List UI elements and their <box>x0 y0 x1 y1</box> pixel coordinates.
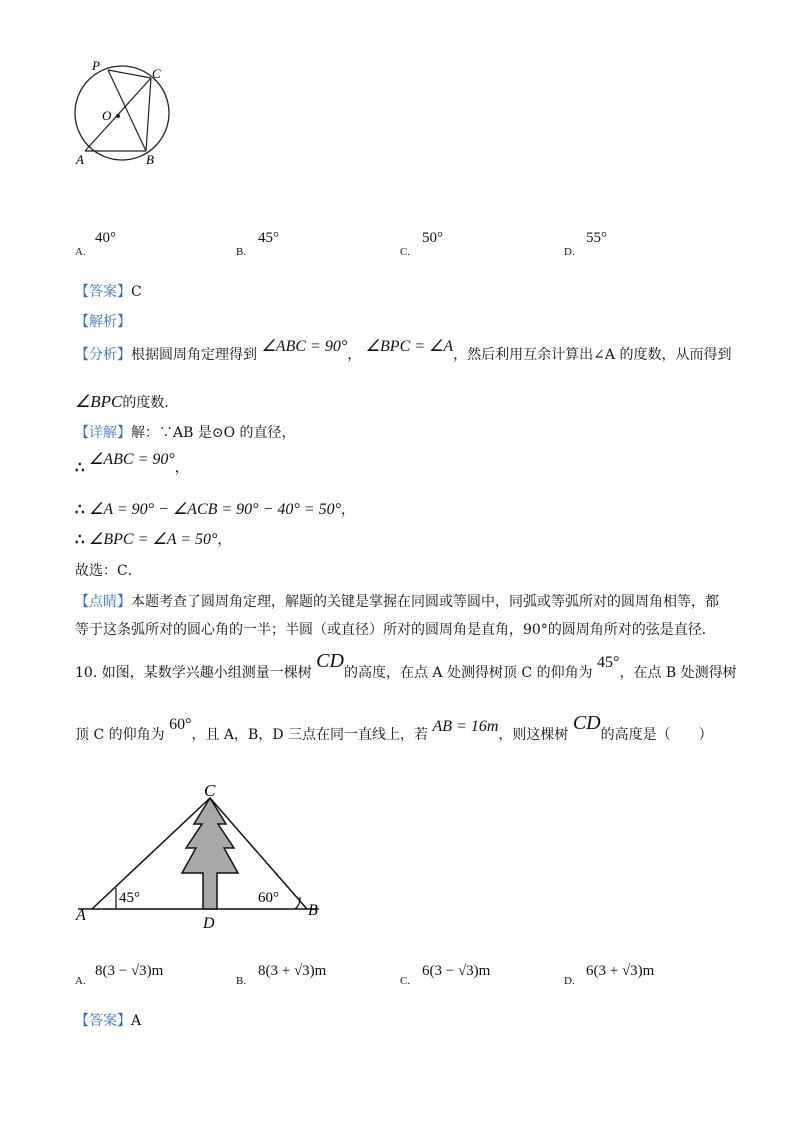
therefore-symbol: ∴ <box>75 500 85 518</box>
q10-stem2-b: ，且 A，B，D 三点在同一直线上，若 <box>191 727 429 743</box>
comment-line2 <box>75 621 716 639</box>
q10-stem1-a: 10. 如图，某数学兴趣小组测量一棵树 <box>75 665 312 681</box>
q9-answer-line <box>75 283 142 301</box>
fenxi-line2 <box>75 393 178 412</box>
label-P: P <box>92 58 100 73</box>
answer-value: C <box>131 284 142 300</box>
step2-tail: ， <box>340 502 355 518</box>
label-B: B <box>146 152 154 167</box>
step3-math: ∠BPC = ∠A = 50° <box>89 531 218 548</box>
q10-stem2-deg: 60° <box>169 716 192 733</box>
q10-stem2-a: 顶 C 的仰角为 <box>75 727 165 743</box>
q10-option-b-letter: B. <box>236 975 247 987</box>
fenxi-text3: 的度数． <box>122 395 179 411</box>
q10-stem1-cd: CD <box>316 650 344 672</box>
q10-stem1-c: ，在点 B 处测得树 <box>619 665 737 681</box>
q9-option-a-letter: A. <box>75 246 86 258</box>
q10-answer-line <box>75 1012 141 1030</box>
step3-tail: ， <box>217 532 232 548</box>
q9-option-d-value: 55° <box>586 230 607 246</box>
label-O: O <box>102 108 112 123</box>
detail-text: 解：∵AB 是⊙O 的直径， <box>131 425 296 441</box>
tree-label-D: D <box>203 915 215 932</box>
q10-stem-line2 <box>75 712 713 744</box>
q9-option-a-value: 40° <box>95 230 116 246</box>
answer-value: A <box>131 1013 142 1029</box>
analysis-tag: 【解析】 <box>75 314 131 330</box>
fenxi-math2: ∠BPC = ∠A <box>365 338 454 355</box>
q9-option-b-letter: B. <box>236 246 247 258</box>
tree-label-C: C <box>204 781 216 800</box>
q10-stem1-deg: 45° <box>597 654 620 671</box>
label-C: C <box>152 66 161 81</box>
tree-label-B: B <box>308 902 318 919</box>
answer-tag: 【答案】 <box>75 284 131 300</box>
q9-option-d-letter: D. <box>564 246 575 258</box>
step2-line <box>75 500 355 519</box>
fenxi-comma: ， <box>347 347 362 363</box>
q10-stem-line1 <box>75 650 737 682</box>
circle-figure <box>68 58 178 168</box>
step2-math: ∠A = 90° − ∠ACB = 90° − 40° = 50° <box>89 501 341 518</box>
comment-text2: 等于这条弧所对的圆心角的一半；半圆（或直径）所对的圆周角是直角，90°的圆周角所对的弦是直径． <box>75 622 716 638</box>
choose-line <box>75 562 142 580</box>
comment-line1 <box>75 593 719 611</box>
comment-text1: 本题考查了圆周角定理，解题的关键是掌握在同圆或等圆中，同弧或等弧所对的圆周角相等，都 <box>131 594 719 610</box>
q10-stem1-b: 的高度，在点 A 处测得树顶 C 的仰角为 <box>343 665 593 681</box>
tree-label-A: A <box>76 907 86 924</box>
fenxi-math3: ∠BPC <box>75 392 123 411</box>
q9-option-b-value: 45° <box>258 230 279 246</box>
q9-analysis-line <box>75 313 131 331</box>
fenxi-text1: 根据圆周角定理得到 <box>131 347 257 363</box>
q10-option-c-value: 6(3 − √3)m <box>422 963 491 979</box>
fenxi-tag: 【分析】 <box>75 347 131 363</box>
q10-stem2-cd: CD <box>572 712 601 734</box>
q10-stem2-d: 的高度是（ ） <box>600 727 713 743</box>
detail-tag: 【详解】 <box>75 425 131 441</box>
tree-figure <box>72 778 332 943</box>
q10-option-c-letter: C. <box>400 975 411 987</box>
step1-tail: ， <box>174 460 189 476</box>
q10-stem2-ab: AB = 16m <box>432 718 499 735</box>
detail-line <box>75 424 296 442</box>
answer-tag: 【答案】 <box>75 1013 131 1029</box>
step1-line <box>75 451 189 477</box>
q9-option-c-letter: C. <box>400 246 411 258</box>
q10-option-a-letter: A. <box>75 975 86 987</box>
fenxi-text2: ，然后利用互余计算出∠A 的度数，从而得到 <box>453 347 732 363</box>
angle-45-label: 45° <box>119 890 140 906</box>
q10-option-d-letter: D. <box>564 975 575 987</box>
q10-option-b-value: 8(3 + √3)m <box>258 963 327 979</box>
q10-option-a-value: 8(3 − √3)m <box>95 963 164 979</box>
q10-stem2-c: ，则这棵树 <box>498 727 569 743</box>
therefore-symbol: ∴ <box>75 530 85 548</box>
q9-option-c-value: 50° <box>422 230 443 246</box>
fenxi-math1: ∠ABC = 90° <box>261 338 348 355</box>
therefore-symbol: ∴ <box>75 458 85 476</box>
fenxi-line <box>75 338 732 364</box>
comment-tag: 【点睛】 <box>75 594 131 610</box>
step3-line <box>75 530 231 549</box>
q10-option-d-value: 6(3 + √3)m <box>586 963 655 979</box>
step1-math: ∠ABC = 90° <box>89 451 175 468</box>
label-A: A <box>76 152 84 167</box>
angle-60-label: 60° <box>258 890 279 906</box>
choose-text: 故选：C． <box>75 563 142 579</box>
